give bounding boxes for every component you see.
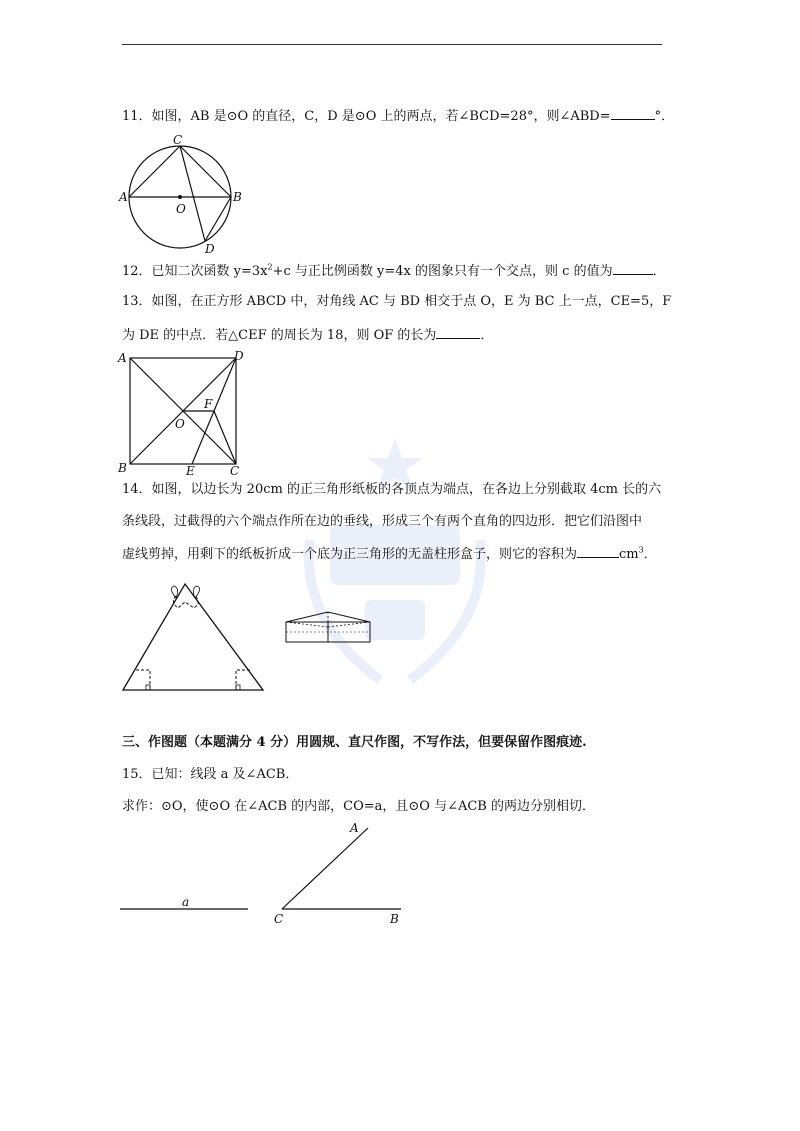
q14-triangle <box>123 584 263 690</box>
q14-answer-blank[interactable] <box>577 544 619 558</box>
question-15-task: 求作：⊙O，使⊙O 在∠ACB 的内部，CO=a，且⊙O 与∠ACB 的两边分别相切． <box>122 799 595 814</box>
q14-tail: ． <box>643 547 657 562</box>
q15-label-a: A <box>350 821 359 835</box>
q12-text-b: +c 与正比例函数 y=4x 的图象只有一个交点，则 c 的值为 <box>272 264 613 279</box>
q11-tail: °． <box>654 109 675 124</box>
q11-label-c: C <box>173 133 183 147</box>
q14-unit: cm <box>619 547 639 562</box>
q14-triangle-figure <box>118 574 270 696</box>
question-14-line-3 <box>122 544 657 565</box>
q15-label-a-lower: a <box>182 895 190 909</box>
q11-label-a: A <box>119 190 128 204</box>
question-13-line-2 <box>122 325 493 346</box>
q13-answer-blank[interactable] <box>436 325 480 339</box>
q11-center-point <box>178 195 182 199</box>
question-15-given: 15．已知：线段 a 及∠ACB． <box>122 767 299 782</box>
q14-box-figure <box>282 610 376 654</box>
question-14-line-2: 条线段，过截得的六个端点作所在边的垂线，形成三个有两个直角的四边形．把它们沿图中 <box>122 514 643 529</box>
q13-tail: ． <box>480 328 494 343</box>
q14-unit-exponent: 3 <box>638 545 644 555</box>
question-14-line-1: 14．如图，以边长为 20cm 的正三角形纸板的各顶点为端点，在各边上分别截取 4cm 长的六 <box>122 482 662 497</box>
q11-label-d: D <box>205 242 215 254</box>
q13-label-o: O <box>175 417 185 431</box>
q13-segment-fc <box>214 411 236 464</box>
q14-line3-text: 虚线剪掉，用剩下的纸板折成一个底为正三角形的无盖柱形盒子，则它的容积为 <box>122 547 578 562</box>
q15-label-c: C <box>274 912 284 926</box>
question-11 <box>122 106 674 127</box>
q11-label-o: O <box>176 202 186 216</box>
q11-label-b: B <box>233 190 242 204</box>
q13-label-c: C <box>230 464 240 476</box>
q11-circle-figure <box>118 132 250 254</box>
section-3-heading: 三、作图题（本题满分 4 分）用圆规、直尺作图，不写作法，但要保留作图痕迹. <box>122 735 587 750</box>
q11-answer-blank[interactable] <box>611 106 655 120</box>
q13-line2-text: 为 DE 的中点．若△CEF 的周长为 18，则 OF 的长为 <box>122 328 437 343</box>
q12-tail: ． <box>652 264 666 279</box>
q13-label-a: A <box>118 351 127 365</box>
q14-left-cut <box>136 670 150 690</box>
watermark-logo <box>270 430 520 700</box>
header-rule <box>122 44 662 45</box>
q15-figure <box>118 818 408 930</box>
q13-label-e: E <box>186 464 195 476</box>
q15-label-b: B <box>390 912 399 926</box>
q11-text: 11．如图，AB 是⊙O 的直径，C，D 是⊙O 上的两点，若∠BCD=28°，则∠ABD= <box>122 109 611 124</box>
question-13-line-1: 13．如图，在正方形 ABCD 中，对角线 AC 与 BD 相交于点 O，E 为 BC 上一点，CE=5，F <box>122 294 672 309</box>
q13-label-d: D <box>234 349 244 363</box>
q13-label-b: B <box>118 461 127 475</box>
q14-right-cut <box>236 670 250 690</box>
q12-exponent: 2 <box>267 262 273 272</box>
q13-square-figure <box>116 348 252 476</box>
question-12 <box>122 261 666 282</box>
q12-answer-blank[interactable] <box>613 261 653 275</box>
q15-ray-ca <box>282 828 368 909</box>
q12-text-a: 12．已知二次函数 y=3x <box>122 264 268 279</box>
q13-label-f: F <box>204 397 213 411</box>
